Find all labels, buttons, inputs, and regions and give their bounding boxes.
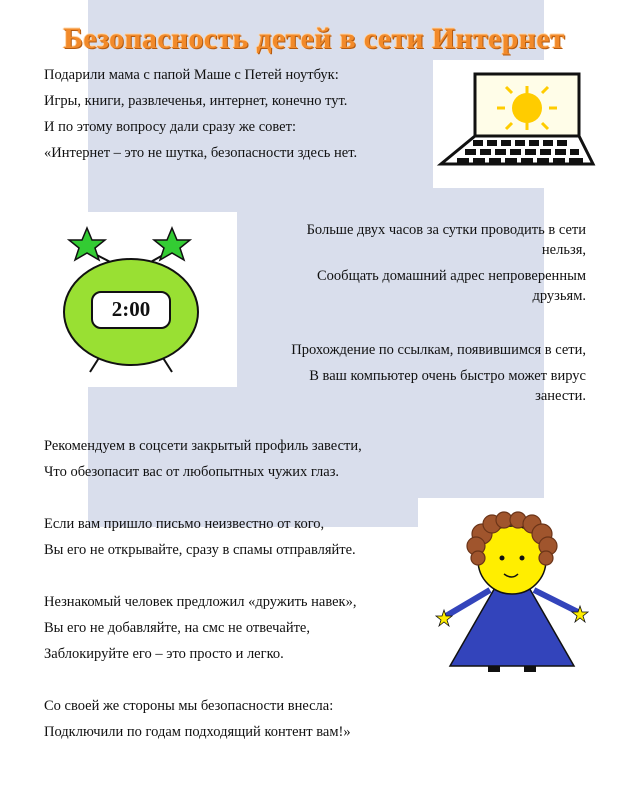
stanza-6: [44, 693, 351, 745]
clock-illustration: [42, 212, 237, 387]
stanza-2: [291, 220, 586, 406]
stanza-line: нельзя,: [541, 242, 586, 258]
clock-time: 2:00: [111, 297, 151, 321]
stanza-4: [44, 511, 356, 563]
stanza-line: Сообщать домашний адрес непроверенным: [317, 268, 586, 284]
stanza-line: Прохождение по ссылкам, появившимся в сети,: [291, 342, 586, 358]
stanza-line: Незнакомый человек предложил «дружить навек»,: [44, 594, 357, 610]
stanza-5: [44, 589, 356, 667]
stanza-line: Со своей же стороны мы безопасности внесла:: [44, 698, 334, 714]
stanza-line: Подключили по годам подходящий контент вам!»: [44, 724, 351, 740]
stanza-line: занести.: [535, 388, 586, 404]
stanza-line: Вы его не открывайте, сразу в спамы отправляйте.: [44, 542, 356, 558]
stanza-line: Вы его не добавляйте, на смс не отвечайте,: [44, 620, 310, 636]
stanza-line: друзьям.: [532, 288, 586, 304]
stanza-line: Больше двух часов за сутки проводить в сети: [306, 222, 586, 238]
page-title: Безопасность детей в сети Интернет: [63, 22, 565, 55]
laptop-illustration: [433, 60, 616, 188]
stanza-line: «Интернет – это не шутка, безопасности здесь нет.: [44, 145, 358, 161]
stanza-1: [44, 62, 357, 166]
girl-illustration: [418, 498, 608, 688]
stanza-line: Если вам пришло письмо неизвестно от кого,: [44, 516, 325, 532]
stanza-line: Рекомендуем в соцсети закрытый профиль завести,: [44, 438, 362, 454]
stanza-line: Заблокируйте его – это просто и легко.: [44, 646, 284, 662]
stanza-line: В ваш компьютер очень быстро может вирус: [309, 368, 586, 384]
girl-illustration-box: [418, 498, 608, 688]
laptop-icon: [433, 60, 616, 188]
stanza-line: Подарили мама с папой Маше с Петей ноутбук:: [44, 67, 339, 83]
stanza-line: Игры, книги, развлеченья, интернет, конечно тут.: [44, 93, 348, 109]
stanza-line: И по этому вопросу дали сразу же совет:: [44, 119, 296, 135]
stanza-3: [44, 433, 362, 485]
stanza-line: Что обезопасит вас от любопытных чужих глаз.: [44, 464, 340, 480]
